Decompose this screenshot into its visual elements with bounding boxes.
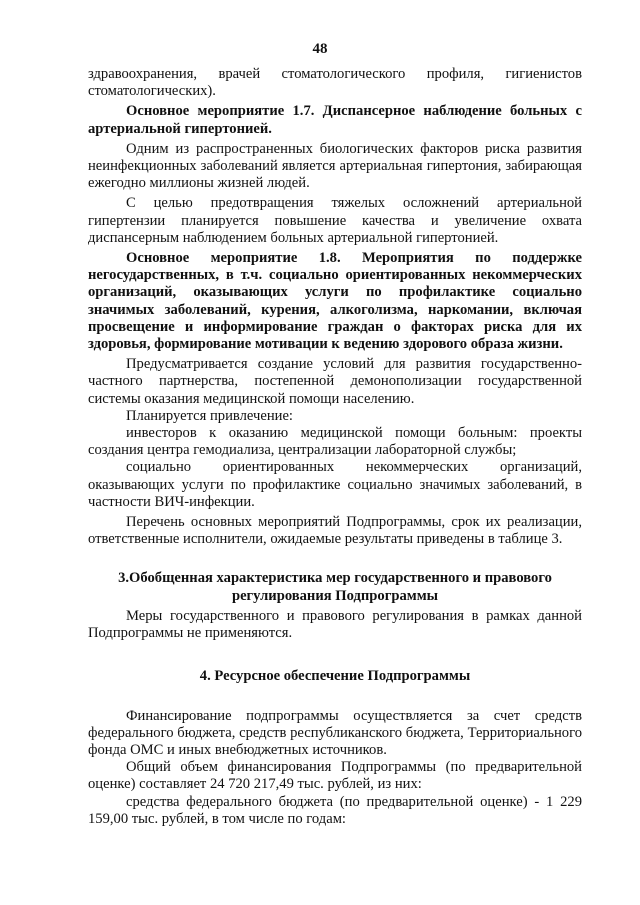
section-3-title-line-1: 3.Обобщенная характеристика мер государственного и правового (118, 570, 552, 587)
paragraph: С целью предотвращения тяжелых осложнений артериальной гипертензии планируется повышение качества и увеличение охвата диспансерным наблюдением больных артериальной гипертонией. (88, 195, 582, 246)
paragraph: инвесторов к оказанию медицинской помощи больным: проекты создания центра гемодиализа, централизации лабораторной службы; (88, 425, 582, 459)
paragraph: средства федерального бюджета (по предварительной оценке) - 1 229 159,00 тыс. рублей, в том числе по годам: (88, 793, 582, 827)
paragraph: Общий объем финансирования Подпрограммы (по предварительной оценке) составляет 24 720 217,49 тыс. рублей, из них: (88, 759, 582, 793)
page-number: 48 (312, 41, 328, 57)
paragraph: здравоохранения, врачей стоматологического профиля, гигиенистов стоматологических). (88, 66, 582, 100)
paragraph: социально ориентированных некоммерческих организаций, оказывающих услуги по профилактике социально значимых заболеваний, в частности ВИЧ-инфекции. (88, 459, 582, 510)
paragraph: Планируется привлечение: (126, 407, 293, 424)
paragraph: Предусматривается создание условий для развития государственно-частного партнерства, постепенной демонополизации государственной системы оказания медицинской помощи населению. (88, 356, 582, 407)
paragraph: Меры государственного и правового регулирования в рамках данной Подпрограммы не применяются. (88, 607, 582, 642)
section-4-title: 4. Ресурсное обеспечение Подпрограммы (199, 668, 471, 685)
section-3-title-line-2: регулирования Подпрограммы (231, 587, 439, 604)
paragraph: Одним из распространенных биологических факторов риска развития неинфекционных заболеваний является артериальная гипертония, забирающая ежегодно миллионы жизней людей. (88, 140, 582, 192)
measure-heading-1-8: Основное мероприятие 1.8. Мероприятия по поддержке негосударственных, в т.ч. социально ориентированных некоммерческих организаций, оказывающих услуги по профилактике социально значимых заболеваний, курения, алкоголизма, наркомании, включая просвещение и информирование граждан о факторах риска для их здоровья, формирование мотивации к ведению здорового образа жизни. (88, 250, 582, 353)
paragraph: Финансирование подпрограммы осуществляется за счет средств федерального бюджета, средств республиканского бюджета, Территориального фонда ОМС и иных внебюджетных источников. (88, 707, 582, 758)
measure-heading-1-7: Основное мероприятие 1.7. Диспансерное наблюдение больных с артериальной гипертонией. (88, 103, 582, 137)
paragraph: Перечень основных мероприятий Подпрограммы, срок их реализации, ответственные исполнители, ожидаемые результаты приведены в таблице 3. (88, 514, 582, 548)
document-body (88, 66, 582, 828)
